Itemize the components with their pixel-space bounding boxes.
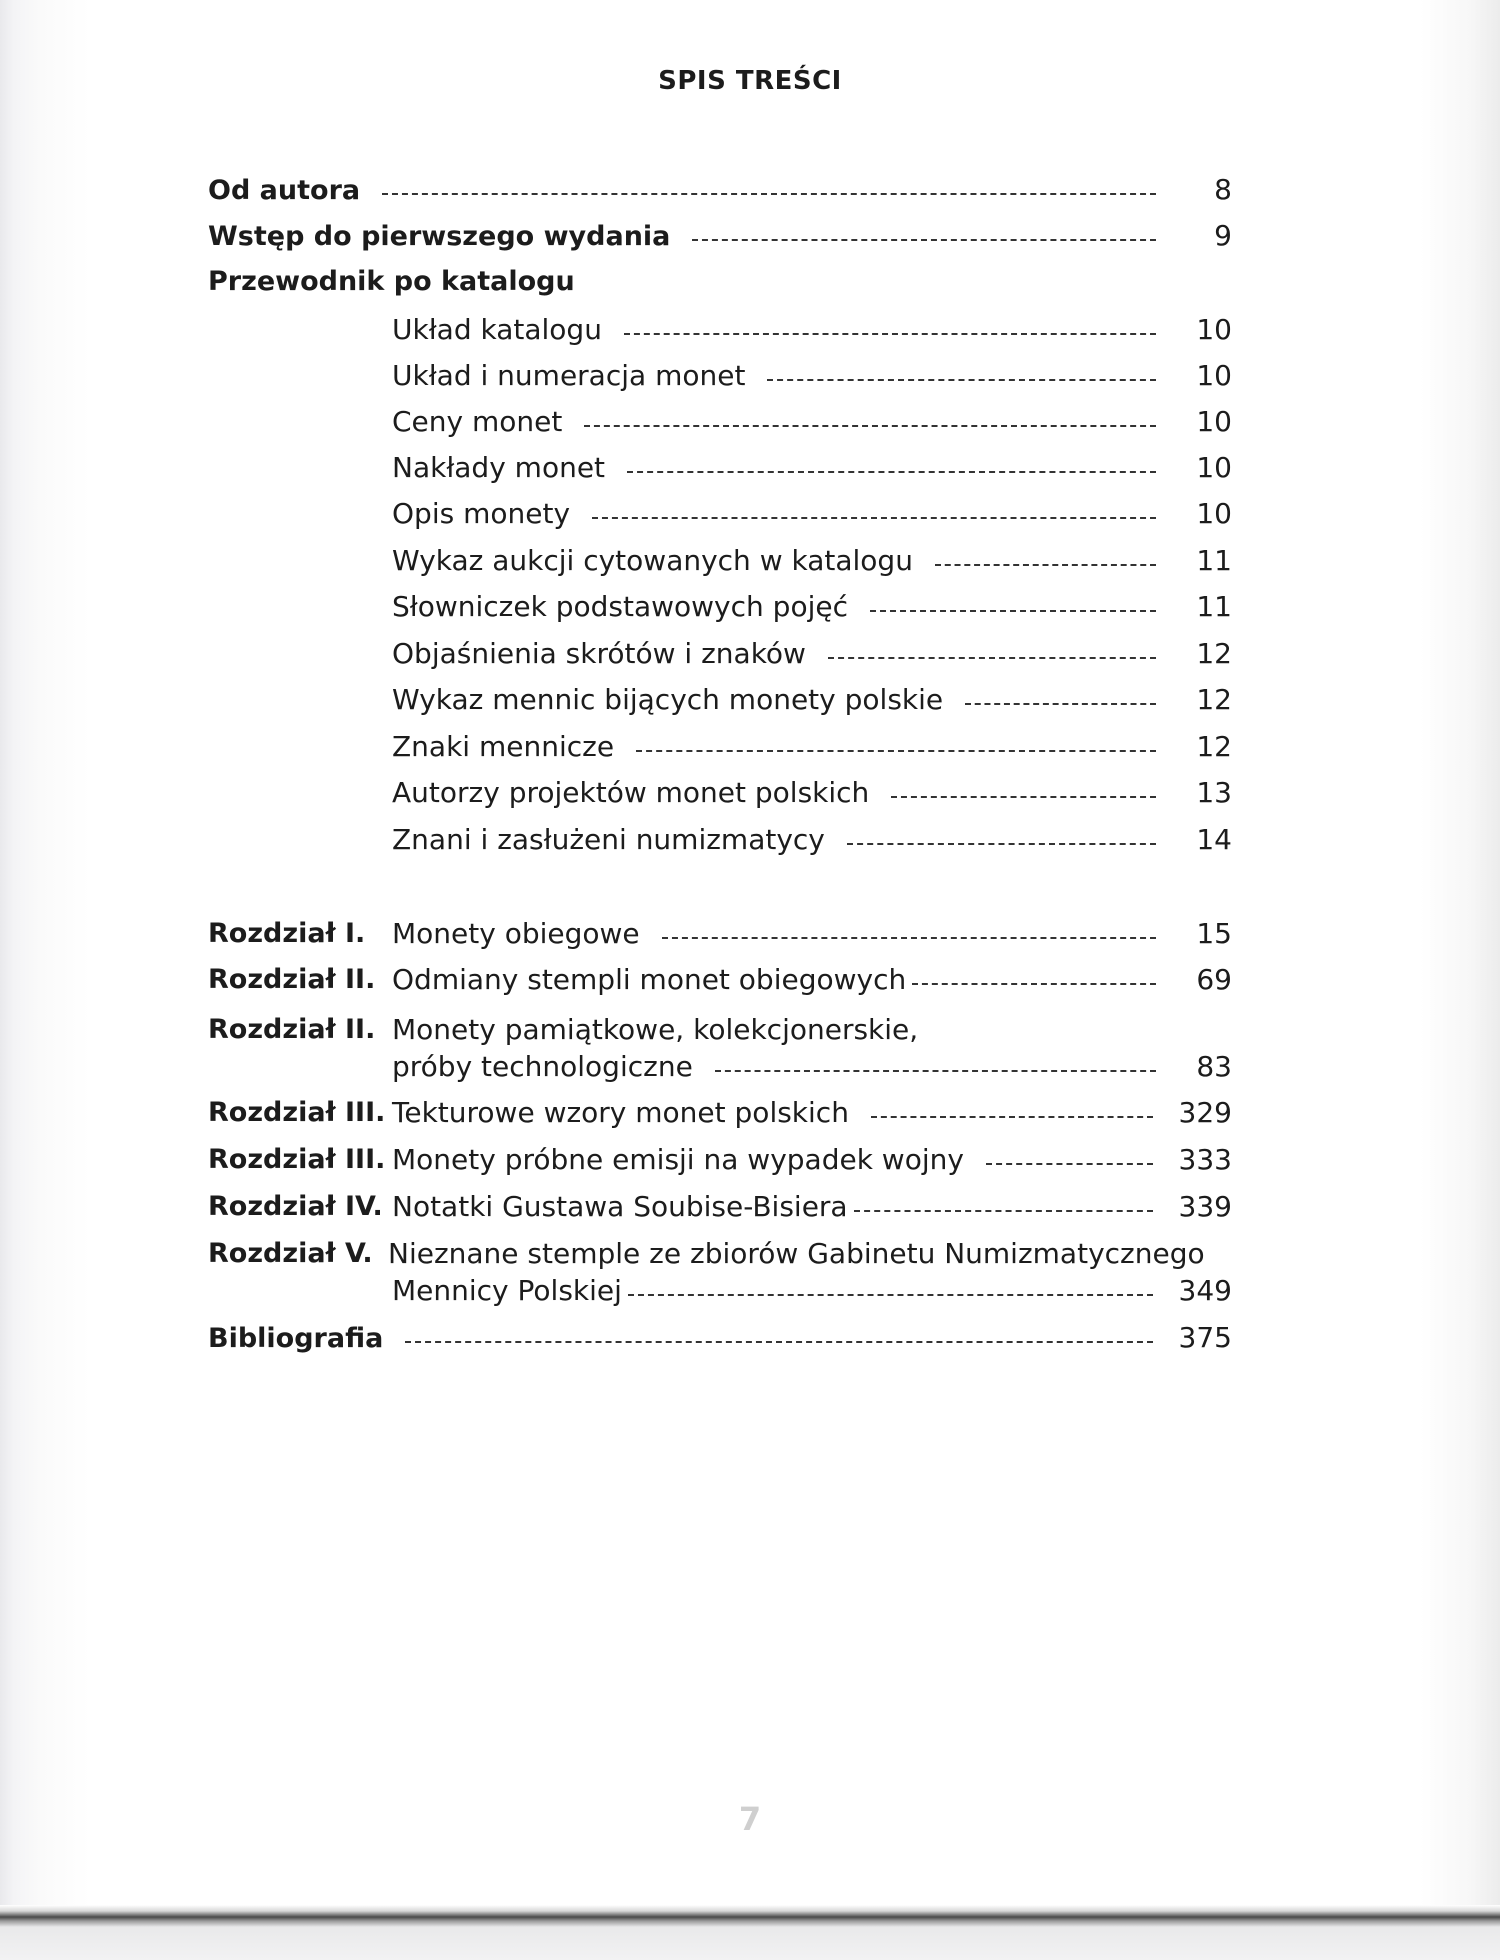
toc-subentry[interactable] (392, 541, 1232, 581)
dot-leader (636, 748, 1156, 752)
toc-entry-label: Objaśnienia skrótów i znaków (392, 637, 806, 670)
dot-leader (935, 562, 1156, 566)
toc-subentry[interactable] (392, 356, 1232, 396)
toc-entry-label: Słowniczek podstawowych pojęć (392, 590, 848, 623)
toc-entry-label: Wykaz mennic bijących monety polskie (392, 683, 944, 716)
toc-page-number: 10 (1196, 405, 1232, 438)
page-bottom-edge (0, 1905, 1500, 1960)
toc-entry-label: Od autora (208, 175, 361, 206)
dot-leader (592, 515, 1156, 519)
toc-entry-label: Nakłady monet (392, 451, 606, 484)
toc-page-number: 9 (1214, 219, 1232, 252)
toc-entry-label: Układ i numeracja monet (392, 359, 746, 392)
dot-leader (986, 1161, 1153, 1165)
toc-page-number: 12 (1196, 637, 1232, 670)
toc-entry-label: Autorzy projektów monet polskich (392, 776, 870, 809)
toc-chapter-entry[interactable] (392, 1187, 1232, 1227)
toc-entry-label: Monety pamiątkowe, kolekcjonerskie, (392, 1013, 919, 1046)
toc-page-number: 375 (1178, 1321, 1232, 1354)
toc-page-number: 11 (1196, 590, 1232, 623)
chapter-label: Rozdział II. (208, 964, 376, 995)
toc-entry-label: Wykaz aukcji cytowanych w katalogu (392, 544, 913, 577)
toc-entry-label: Monety próbne emisji na wypadek wojny (392, 1143, 964, 1176)
toc-chapter-entry[interactable] (392, 1093, 1232, 1133)
toc-entry-wstep[interactable] (208, 216, 1232, 256)
chapter-label: Rozdział III. (208, 1144, 386, 1175)
dot-leader (870, 608, 1156, 612)
toc-page-number: 15 (1196, 917, 1232, 950)
toc-entry-label: Wstęp do pierwszego wydania (208, 221, 671, 252)
dot-leader (715, 1068, 1156, 1072)
dot-leader (871, 1114, 1153, 1118)
dot-leader (405, 1339, 1152, 1343)
dot-leader (854, 1208, 1153, 1212)
dot-leader (662, 935, 1156, 939)
toc-page-number: 10 (1196, 497, 1232, 530)
toc-entry-label: Znani i zasłużeni numizmatycy (392, 823, 825, 856)
toc-page-number: 333 (1178, 1143, 1232, 1176)
dot-leader (891, 794, 1156, 798)
toc-entry-label: Nieznane stemple ze zbiorów Gabinetu Numizmatycznego (388, 1237, 1205, 1270)
toc-subentry[interactable] (392, 820, 1232, 860)
toc-section-label: Przewodnik po katalogu (208, 266, 575, 297)
toc-page-number: 11 (1196, 544, 1232, 577)
dot-leader (584, 423, 1156, 427)
toc-chapter-entry[interactable] (392, 1047, 1232, 1087)
dot-leader (382, 191, 1156, 195)
toc-section-przewodnik[interactable] (208, 262, 1232, 302)
dot-leader (847, 841, 1156, 845)
toc-page-number: 329 (1178, 1096, 1232, 1129)
toc-entry-label: Znaki mennicze (392, 730, 615, 763)
toc-entry-label: Bibliografia (208, 1323, 384, 1354)
toc-entry-label: Ceny monet (392, 405, 563, 438)
toc-page-number: 83 (1196, 1050, 1232, 1083)
toc-subentry[interactable] (392, 448, 1232, 488)
dot-leader (828, 655, 1156, 659)
toc-page-number: 10 (1196, 359, 1232, 392)
toc-page-number: 8 (1214, 173, 1232, 206)
toc-page-number: 339 (1178, 1190, 1232, 1223)
toc-entry-od-autora[interactable] (208, 170, 1232, 210)
toc-chapter-entry[interactable] (392, 1140, 1232, 1180)
toc-page-number: 13 (1196, 776, 1232, 809)
dot-leader (692, 237, 1156, 241)
toc-entry-label-cont: próby technologiczne (392, 1050, 693, 1083)
toc-entry-bibliografia[interactable] (208, 1318, 1232, 1358)
toc-page-number: 14 (1196, 823, 1232, 856)
toc-page-number: 12 (1196, 730, 1232, 763)
dot-leader (628, 1292, 1153, 1296)
chapter-label: Rozdział IV. (208, 1191, 383, 1222)
toc-page-number: 12 (1196, 683, 1232, 716)
toc-subentry[interactable] (392, 587, 1232, 627)
dot-leader (767, 377, 1156, 381)
page-number: 7 (738, 1800, 762, 1838)
chapter-label: Rozdział III. (208, 1097, 386, 1128)
chapter-label: Rozdział II. (208, 1014, 376, 1045)
toc-subentry[interactable] (392, 727, 1232, 767)
toc-page-number: 10 (1196, 313, 1232, 346)
toc-subentry[interactable] (392, 402, 1232, 442)
toc-page-number: 69 (1196, 963, 1232, 996)
toc-subentry[interactable] (392, 634, 1232, 674)
toc-entry-label: Tekturowe wzory monet polskich (392, 1096, 849, 1129)
toc-entry-label: Monety obiegowe (392, 917, 640, 950)
dot-leader (627, 469, 1156, 473)
dot-leader (965, 701, 1156, 705)
toc-subentry[interactable] (392, 494, 1232, 534)
toc-entry-label: Notatki Gustawa Soubise-Bisiera (392, 1190, 848, 1223)
toc-entry-label: Odmiany stempli monet obiegowych (392, 963, 907, 996)
toc-subentry[interactable] (392, 773, 1232, 813)
toc-entry-label: Układ katalogu (392, 313, 602, 346)
dot-leader (624, 331, 1156, 335)
toc-entry-label: Opis monety (392, 497, 571, 530)
chapter-label: Rozdział I. (208, 918, 366, 949)
toc-chapter-entry[interactable] (392, 914, 1232, 954)
page-title: SPIS TREŚCI (658, 66, 842, 96)
dot-leader (912, 981, 1156, 985)
toc-subentry[interactable] (392, 680, 1232, 720)
toc-page-number: 349 (1178, 1274, 1232, 1307)
toc-chapter-entry[interactable] (392, 960, 1232, 1000)
toc-subentry[interactable] (392, 310, 1232, 350)
toc-page-number: 10 (1196, 451, 1232, 484)
chapter-label: Rozdział V. (208, 1238, 373, 1269)
toc-chapter-entry[interactable] (392, 1271, 1232, 1311)
toc-entry-label-cont: Mennicy Polskiej (392, 1274, 622, 1307)
